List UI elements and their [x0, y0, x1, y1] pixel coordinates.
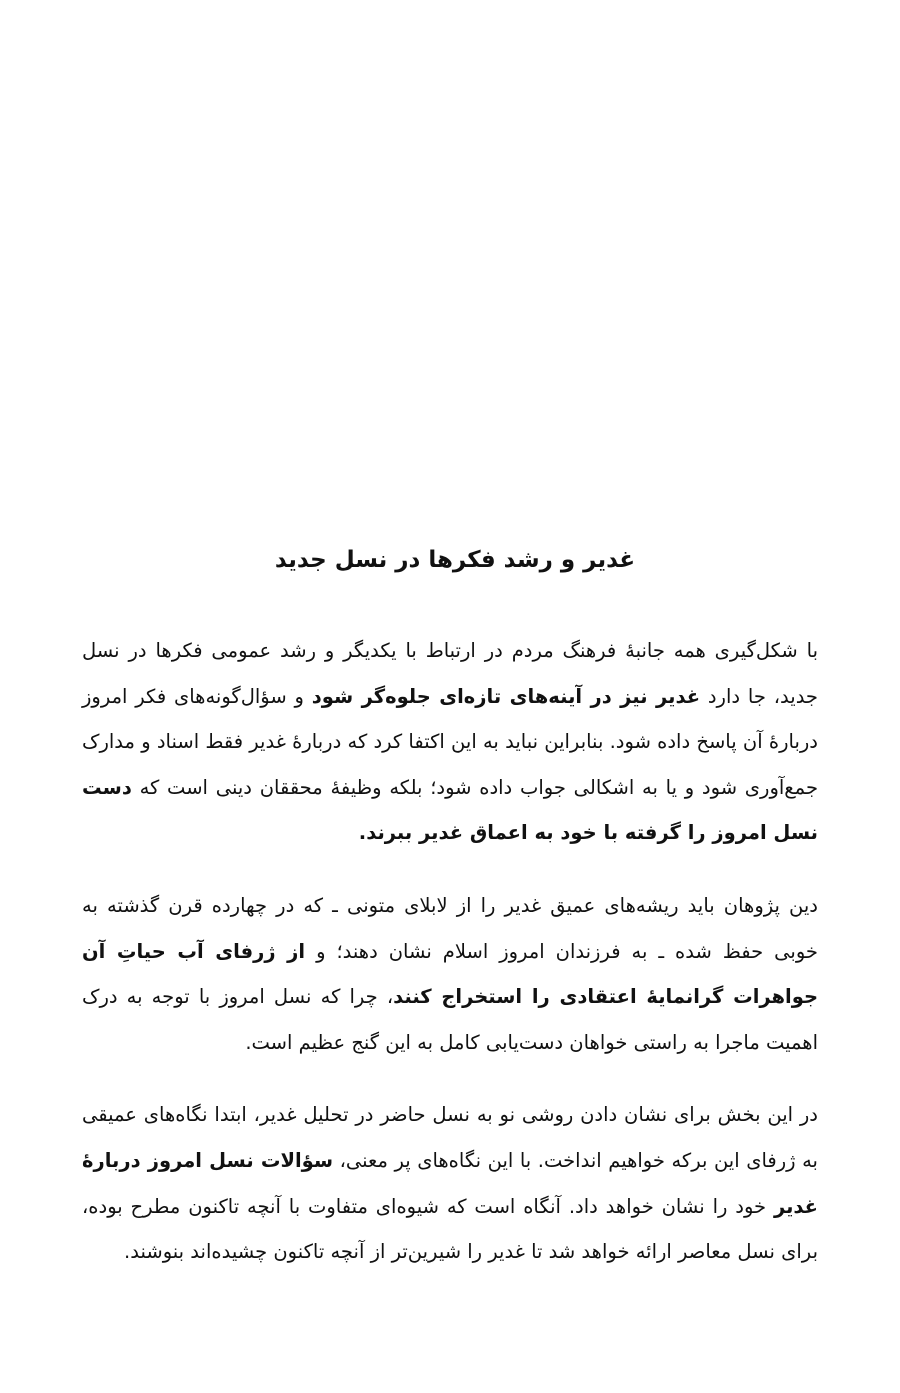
text-segment: در این بخش برای نشان دادن روشی نو به نسل حاضر در تحلیل غدیر، ابتدا نگاه‌های عمیقی به ژرفای این برکه خواهیم انداخت. با این نگاه‌های پر معنی، — [82, 1103, 818, 1172]
bold-text-segment: غدیر نیز در آینه‌های تازه‌ای جلوه‌گر شود — [311, 684, 701, 708]
bold-text-segment: دست نسل امروز را گرفته با خود به اعماق غدیر ببرند. — [82, 775, 818, 845]
text-segment: خود را نشان خواهد داد. آنگاه است که شیوه‌ای متفاوت با آنچه تاکنون مطرح بوده، برای نسل معاصر ارائه خواهد شد تا غدیر را شیرین‌تر از آنچه تاکنون چشیده‌اند بنوشند. — [82, 1194, 818, 1264]
bold-text-segment: از ژرفای آب حیاتِ آن جواهرات گرانمایهٔ اعتقادی را استخراج کنند — [82, 939, 818, 1009]
text-segment: ، چرا که نسل امروز با توجه به درک اهمیت ماجرا به راستی خواهان دست‌یابی کامل به این گنج عظیم است. — [82, 985, 818, 1054]
paragraph — [82, 883, 818, 1065]
text-segment: و سؤال‌گونه‌های فکر امروز دربارهٔ آن پاسخ داده شود. بنابراین نباید به این اکتفا کرد که دربارهٔ غدیر فقط اسناد و مدارک جمع‌آوری شود و یا به اشکالی جواب داده شود؛ بلکه وظیفهٔ محققان دینی است که — [82, 684, 818, 799]
text-segment: دین پژوهان باید ریشه‌های عمیق غدیر را از لابلای متونی ـ که در چهارده قرن گذشته به خوبی حفظ شده ـ به فرزندان امروز اسلام نشان دهند؛ و — [82, 893, 818, 963]
chapter-title: غدیر و رشد فکرها در نسل جدید — [274, 547, 636, 573]
text-segment: با شکل‌گیری همه جانبهٔ فرهنگ مردم در ارتباط با یکدیگر و رشد عمومی فکرها در نسل جدید، جا دارد — [82, 639, 818, 708]
body-text — [82, 628, 818, 1302]
bold-text-segment: سؤالات نسل امروز دربارهٔ غدیر — [82, 1148, 818, 1218]
paragraph — [82, 1092, 818, 1274]
paragraph — [82, 628, 818, 856]
